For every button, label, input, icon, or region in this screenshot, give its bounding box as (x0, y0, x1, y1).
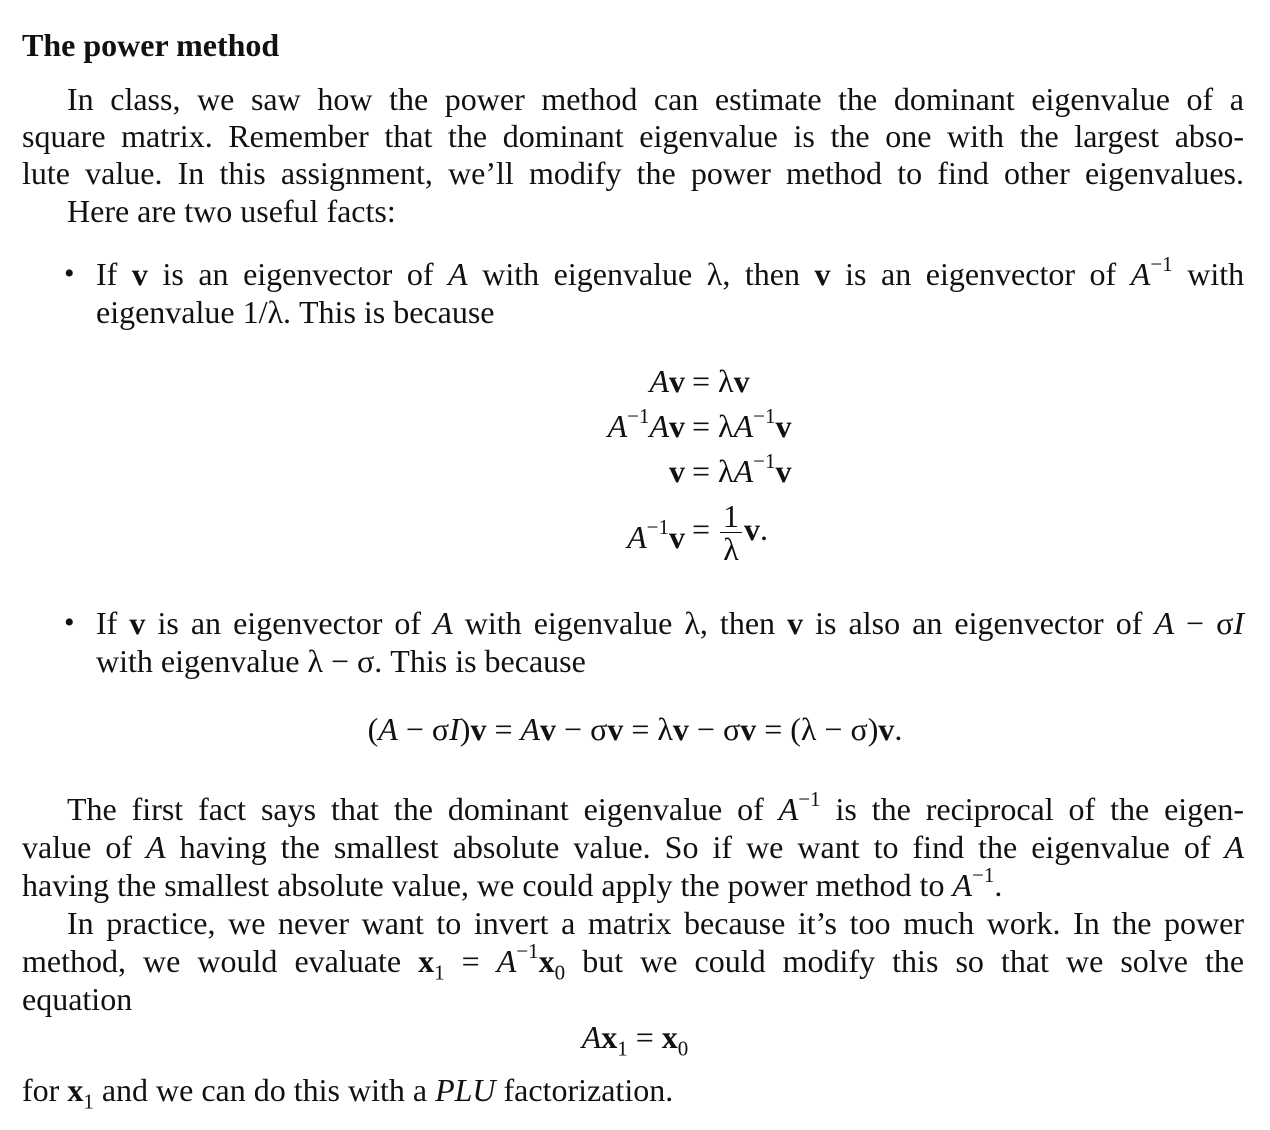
bullet1-line-1: If v is an eigenvector of A with eigenvalue λ, then v is an eigenvector of $A^{-1}$ with (96, 252, 1245, 292)
document-page: The power method In class, we saw how the power method can estimate the dominant eigenvalue of a square matrix. Remember that the dominant eigenvalue is the one with the largest abso- lute value. In this assignment, we’ll modify the power method to find other eigenvalues. Here are two useful facts: • If v is an eigenvector of A with eigenvalue λ, then v is an eigenvector of $A^{-1}$ with eigenvalue 1/λ. This is because Av = λv $A^{-1}Av$ = $\lambda A^{-1}v$ v = $\lambda A^{-1}v$ $A^{-1}v$ = $\frac{1}{\lambda}$ v. • If v is an eigenvector of A with eigenvalue λ, then v is also an eigenvector of A − σI with eigenvalue λ − σ. This is because (A − σI)v = Av − σv = λv − σv = (λ − σ)v. The first fact says that the dominant eigenvalue of $A^{-1}$ is the reciprocal of the eigen- value of A having the smallest absolute value. So if we want to find the eigenvalue of A having the smallest absolute value, we could apply the power method to $A^{-1}$. In practice, we never want to invert a matrix because it’s too much work. In the power method, we would evaluate $x_1 = A^{-1}x_0$ but we could modify this so that we solve the equation $Ax_1 = x_0$ for $x_1$ and we can do this with a PLU factorization. (0, 0, 1270, 1130)
intro-line-4: Here are two useful facts: (67, 193, 396, 229)
bullet-dot-1: • (64, 257, 75, 290)
intro-line-1: In class, we saw how the power method can estimate the dominant eigenvalue of a (67, 81, 1244, 117)
para3-line-1: In practice, we never want to invert a matrix because it’s too much work. In the power (67, 905, 1244, 941)
para3-line-2: method, we would evaluate $x_1 = A^{-1}x_0$ but we could modify this so that we solve the (22, 939, 1245, 985)
intro-line-2: square matrix. Remember that the dominant eigenvalue is the one with the largest abso- (22, 118, 1244, 154)
para2-line-2: value of A having the smallest absolute value. So if we want to find the eigenvalue of A (22, 829, 1245, 865)
para3-line-3: equation (22, 981, 133, 1017)
equation-3: $Ax_1 = x_0$ (581, 1019, 689, 1061)
intro-line-3: lute value. In this assignment, we’ll modify the power method to find other eigenvalues. (22, 155, 1244, 191)
final-line: for $x_1$ and we can do this with a PLU factorization. (22, 1072, 674, 1114)
para2-line-1: The first fact says that the dominant eigenvalue of $A^{-1}$ is the reciprocal of the eigen- (67, 787, 1245, 827)
bullet2-line-1: If v is an eigenvector of A with eigenvalue λ, then v is also an eigenvector of A − σI (96, 605, 1245, 641)
bullet-dot-2: • (64, 606, 75, 639)
bullet1-line-2: eigenvalue 1/λ. This is because (96, 294, 495, 330)
section-title: The power method (22, 27, 280, 63)
bullet2-line-2: with eigenvalue λ − σ. This is because (96, 643, 586, 679)
para2-line-3: having the smallest absolute value, we could apply the power method to $A^{-1}$. (22, 863, 1003, 903)
equation-2: (A − σI)v = Av − σv = λv − σv = (λ − σ)v. (367, 711, 903, 747)
